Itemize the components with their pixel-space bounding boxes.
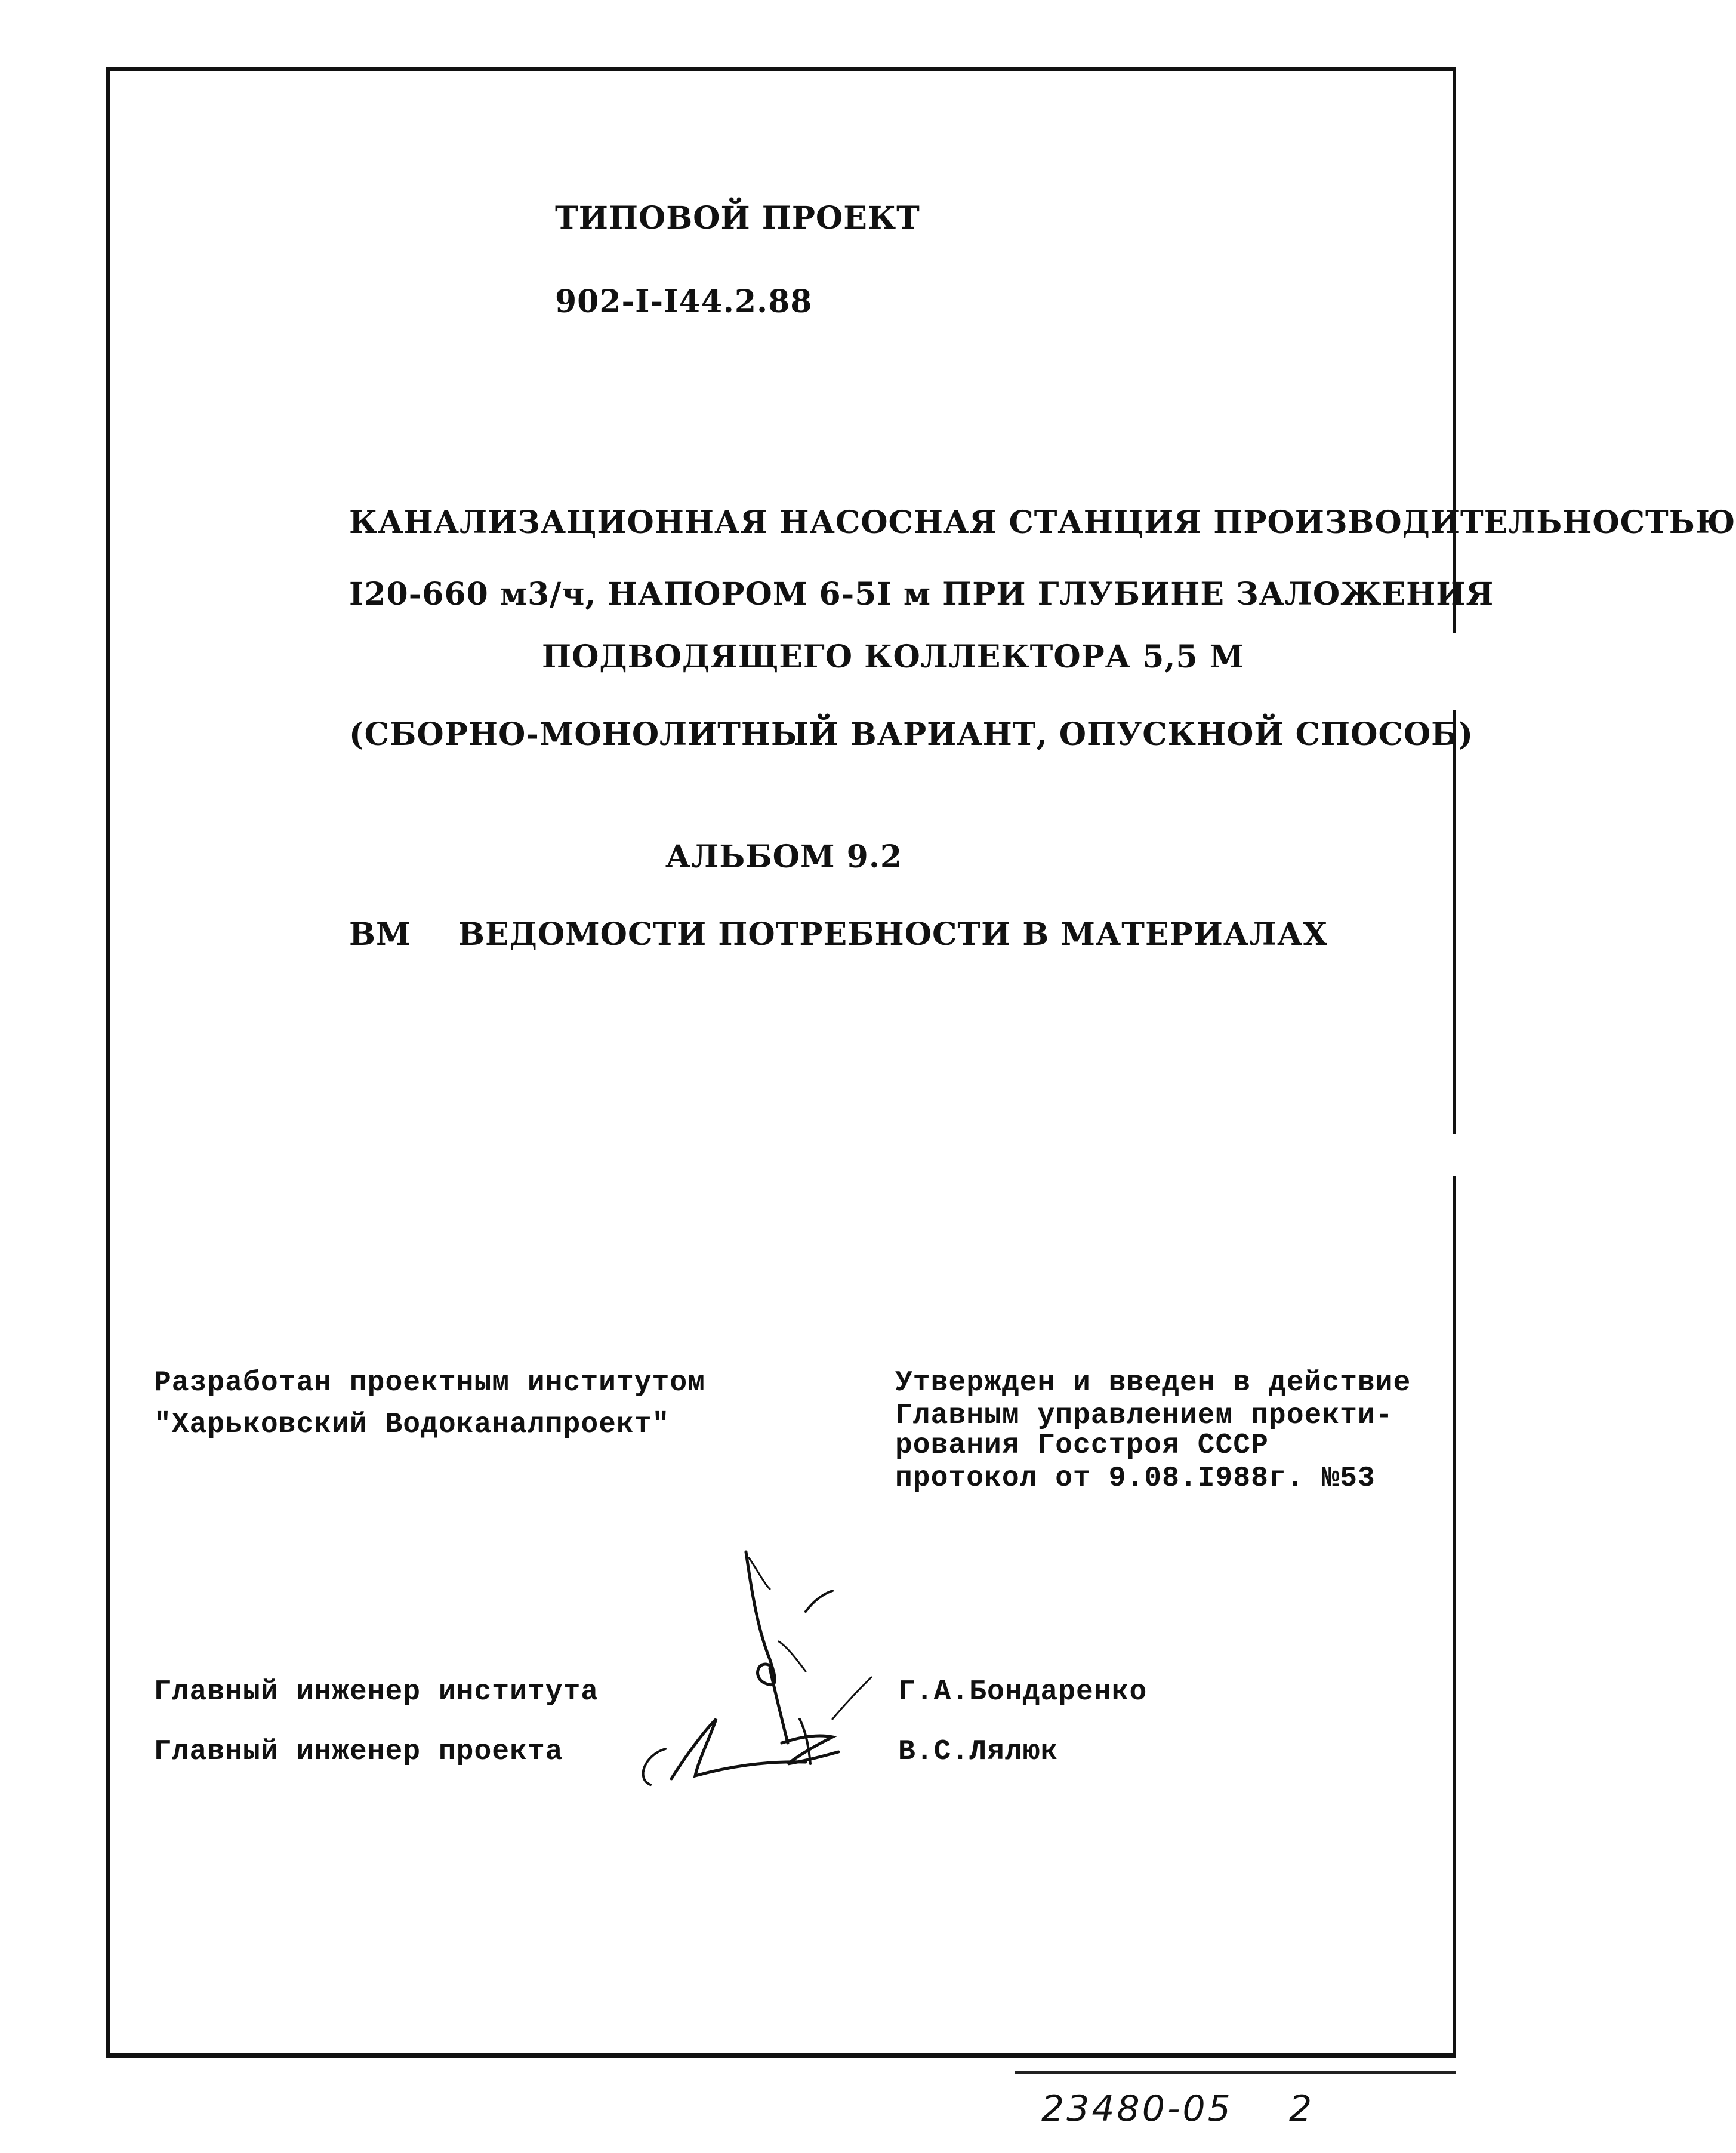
sheet-number: 2 [1289, 2088, 1312, 2130]
title-line-1: КАНАЛИЗАЦИОННАЯ НАСОСНАЯ СТАНЦИЯ ПРОИЗВОДИТЕЛЬНОСТЬЮ [349, 504, 1736, 541]
signature-name-2: В.С.Лялюк [898, 1736, 1059, 1768]
project-type: ТИПОВОЙ ПРОЕКТ [555, 200, 920, 236]
project-number: 902-I-I44.2.88 [555, 284, 813, 320]
album-label: АЛЬБОМ 9.2 [665, 839, 903, 875]
approval-line-1: Утвержден и введен в действие [895, 1367, 1411, 1399]
stamp-rule [1015, 2071, 1456, 2074]
approval-line-4: протокол от 9.08.I988г. №53 [895, 1462, 1376, 1495]
frame-right-gap [1451, 633, 1460, 710]
developer-line-2: "Харьковский Водоканалпроект" [154, 1409, 670, 1441]
title-line-3: ПОДВОДЯЩЕГО КОЛЛЕКТОРА 5,5 М [542, 639, 1245, 675]
approval-line-2: Главным управлением проекти- [895, 1400, 1393, 1432]
album-code: ВМ [349, 916, 411, 953]
developer-line-1: Разработан проектным институтом [154, 1367, 705, 1399]
title-line-2: I20-660 м3/ч, НАПОРОМ 6-5I м ПРИ ГЛУБИНЕ ЗАЛОЖЕНИЯ [349, 576, 1494, 612]
signature-role-1: Главный инженер института [154, 1676, 599, 1708]
archive-number: 23480-05 [1041, 2088, 1233, 2130]
frame-right-gap [1451, 1134, 1460, 1176]
title-line-4: (СБОРНО-МОНОЛИТНЫЙ ВАРИАНТ, ОПУСКНОЙ СПОСОБ) [349, 716, 1474, 753]
handwritten-signature [609, 1540, 895, 1803]
album-name: ВЕДОМОСТИ ПОТРЕБНОСТИ В МАТЕРИАЛАХ [458, 916, 1328, 953]
signature-name-1: Г.А.Бондаренко [898, 1676, 1148, 1708]
signature-role-2: Главный инженер проекта [154, 1736, 563, 1768]
approval-line-3: рования Госстроя СССР [895, 1430, 1269, 1462]
